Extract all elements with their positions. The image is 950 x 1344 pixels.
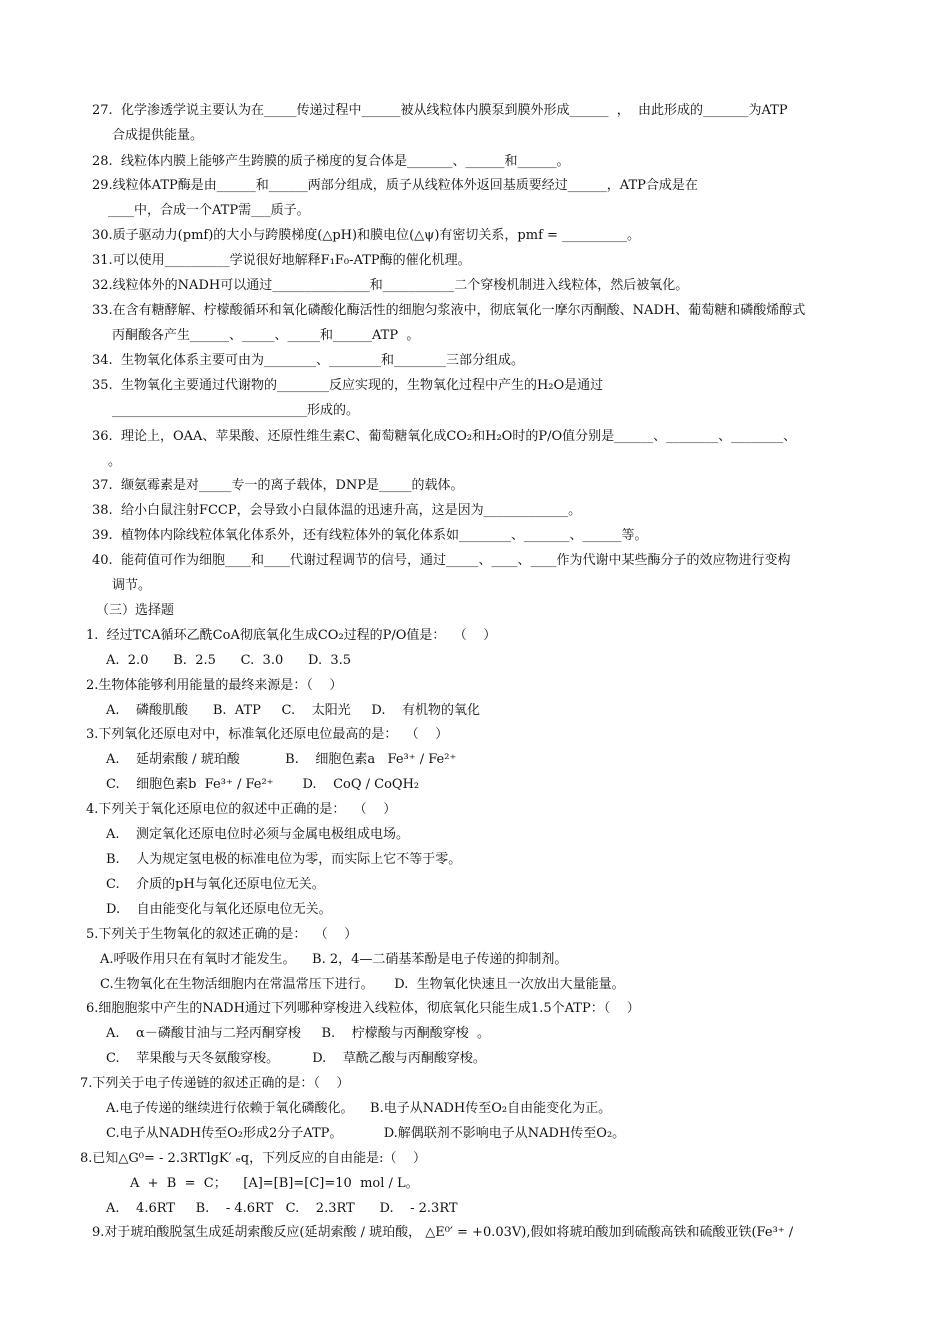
choice-7-option-ab: A.电子传递的继续进行依赖于氧化磷酸化。 B.电子从NADH传至O₂自由能变化为正。 [106, 1101, 612, 1116]
question-38: 38. 给小白鼠注射FCCP，会导致小白鼠体温的迅速升高，这是因为_____________。 [92, 503, 582, 518]
choice-4-option-c: C. 介质的pH与氧化还原电位无关。 [106, 877, 325, 892]
choice-8-options: A. 4.6RT B. - 4.6RT C. 2.3RT D. - 2.3RT [106, 1201, 458, 1216]
choice-6-stem: 6.细胞胞浆中产生的NADH通过下列哪种穿梭进入线粒体，彻底氧化只能生成1.5个ATP：（ ） [86, 1001, 640, 1016]
question-40-line-2: 调节。 [112, 578, 152, 593]
choice-6-option-cd: C. 苹果酸与天冬氨酸穿梭。 D. 草酰乙酸与丙酮酸穿梭。 [106, 1051, 486, 1066]
choice-9-stem: 9.对于琥珀酸脱氢生成延胡索酸反应(延胡索酸 / 琥珀酸， △E⁰′ = +0.03V),假如将琥珀酸加到硫酸高铁和硫酸亚铁(Fe³⁺ / [92, 1225, 794, 1240]
choice-4-stem: 4.下列关于氧化还原电位的叙述中正确的是： （ ） [86, 802, 397, 817]
choice-3-stem: 3.下列氧化还原电对中，标准氧化还原电位最高的是： （ ） [86, 727, 449, 742]
choice-5-stem: 5.下列关于生物氧化的叙述正确的是： （ ） [86, 927, 358, 942]
question-29-line-1: 29.线粒体ATP酶是由______和______两部分组成，质子从线粒体外返回基质要经过______，ATP合成是在 [92, 178, 698, 193]
choice-1-options: A. 2.0 B. 2.5 C. 3.0 D. 3.5 [106, 653, 352, 668]
choice-2-options: A. 磷酸肌酸 B. ATP C. 太阳光 D. 有机物的氧化 [106, 703, 480, 718]
question-28: 28. 线粒体内膜上能够产生跨膜的质子梯度的复合体是_______、______和______。 [92, 154, 570, 169]
question-35-line-2: ______________________________形成的。 [112, 403, 360, 418]
choice-5-option-ab: A.呼吸作用只在有氧时才能发生。 B. 2，4—二硝基苯酚是电子传递的抑制剂。 [100, 952, 568, 967]
question-35-line-1: 35. 生物氧化主要通过代谢物的________反应实现的，生物氧化过程中产生的H₂O是通过 [92, 378, 604, 393]
question-27-line-1: 27. 化学渗透学说主要认为在_____传递过程中______被从线粒体内膜泵到膜外形成______ ， 由此形成的_______为ATP [92, 103, 788, 118]
question-27-line-2: 合成提供能量。 [112, 128, 204, 143]
question-40-line-1: 40. 能荷值可作为细胞____和____代谢过程调节的信号，通过_____、____、____作为代谢中某些酶分子的效应物进行变构 [92, 553, 791, 568]
section-title: （三）选择题 [96, 603, 175, 618]
question-39: 39. 植物体内除线粒体氧化体系外，还有线粒体外的氧化体系如________、_______、______等。 [92, 528, 648, 543]
choice-3-option-cd: C. 细胞色素b Fe³⁺ / Fe²⁺ D. CoQ / CoQH₂ [106, 777, 420, 792]
choice-4-option-a: A. 测定氧化还原电位时必须与金属电极组成电场。 [106, 827, 410, 842]
choice-5-option-cd: C.生物氧化在生物活细胞内在常温常压下进行。 D. 生物氧化快速且一次放出大量能量。 [100, 977, 625, 992]
question-33-line-2: 丙酮酸各产生______、_____、_____和______ATP 。 [112, 328, 420, 343]
question-36-line-2: 。 [108, 454, 122, 469]
question-30: 30.质子驱动力(pmf)的大小与跨膜梯度(△pH)和膜电位(△ψ)有密切关系，pmf = __________。 [92, 228, 641, 243]
choice-4-option-d: D. 自由能变化与氧化还原电位无关。 [106, 902, 332, 917]
choice-8-reaction: A + B = C； [A]=[B]=[C]=10 mol / L。 [130, 1176, 419, 1191]
question-37: 37. 缬氨霉素是对_____专一的离子载体，DNP是_____的载体。 [92, 478, 464, 493]
choice-1-stem: 1. 经过TCA循环乙酰CoA彻底氧化生成CO₂过程的P/O值是： （ ） [86, 628, 497, 643]
question-33-line-1: 33.在含有糖酵解、柠檬酸循环和氧化磷酸化酶活性的细胞匀浆液中，彻底氧化一摩尔丙酮酸、NADH、葡萄糖和磷酸烯醇式 [92, 303, 806, 318]
choice-3-option-ab: A. 延胡索酸 / 琥珀酸 B. 细胞色素a Fe³⁺ / Fe²⁺ [106, 752, 457, 767]
choice-8-stem: 8.已知△G⁰= - 2.3RTlgK′ ₑq，下列反应的自由能是:（ ） [80, 1151, 426, 1166]
choice-4-option-b: B. 人为规定氢电极的标准电位为零，而实际上它不等于零。 [106, 852, 462, 867]
question-31: 31.可以使用__________学说很好地解释F₁F₀-ATP酶的催化机理。 [92, 253, 471, 268]
choice-7-option-cd: C.电子从NADH传至O₂形成2分子ATP。 D.解偶联剂不影响电子从NADH传至O₂。 [106, 1126, 626, 1141]
question-32: 32.线粒体外的NADH可以通过_______________和___________二个穿梭机制进入线粒体，然后被氧化。 [92, 278, 689, 293]
question-34: 34. 生物氧化体系主要可由为________、________和________三部分组成。 [92, 353, 524, 368]
choice-6-option-ab: A. α－磷酸甘油与二羟丙酮穿梭 B. 柠檬酸与丙酮酸穿梭 。 [106, 1026, 490, 1041]
question-36-line-1: 36. 理论上，OAA、苹果酸、还原性维生素C、葡萄糖氧化成CO₂和H₂O时的P/O值分别是______、________、________、 [92, 429, 797, 444]
question-29-line-2: ____中，合成一个ATP需___质子。 [108, 203, 310, 218]
choice-7-stem: 7.下列关于电子传递链的叙述正确的是：（ ） [80, 1076, 350, 1091]
choice-2-stem: 2.生物体能够利用能量的最终来源是：（ ） [86, 678, 343, 693]
